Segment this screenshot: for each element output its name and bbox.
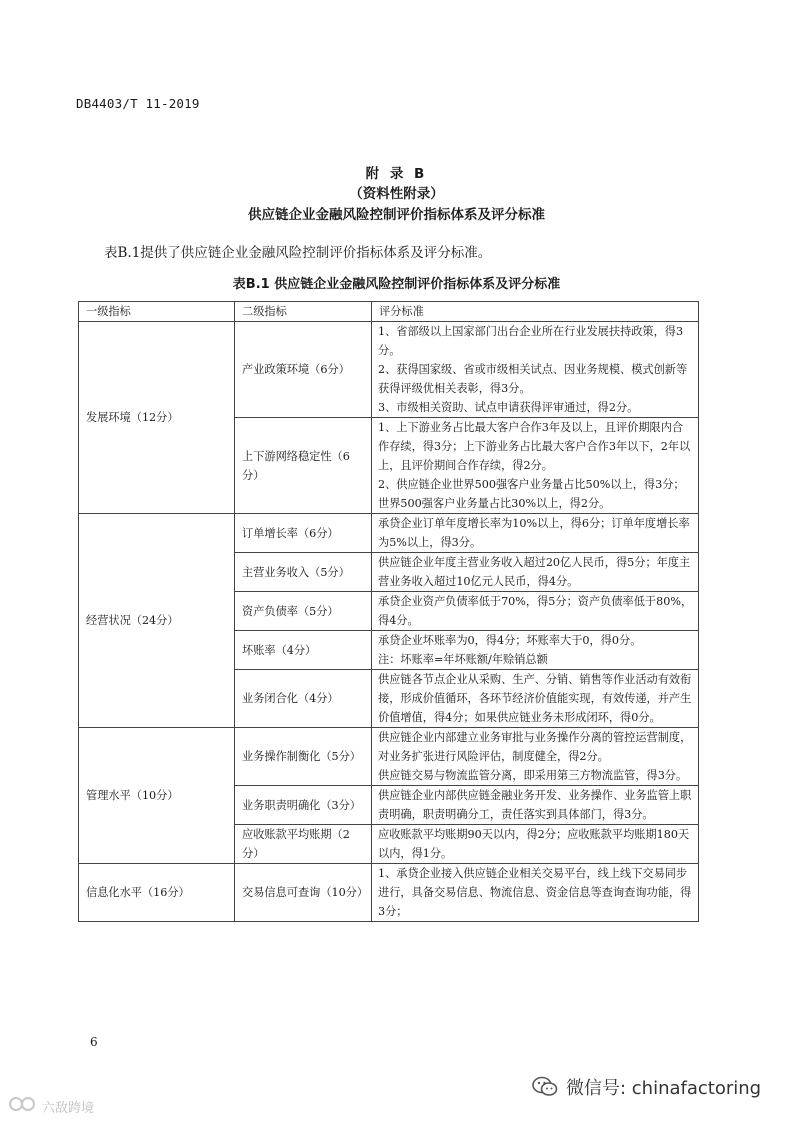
level1-cell: 发展环境（12分） <box>79 322 235 514</box>
level2-cell: 业务职责明确化（3分） <box>235 786 372 825</box>
level2-cell: 坏账率（4分） <box>235 631 372 670</box>
criteria-line: 承贷企业订单年度增长率为10%以上，得6分；订单年度增长率为5%以上，得3分。 <box>378 517 690 549</box>
criteria-line: 供应链企业内部建立业务审批与业务操作分离的管控运营制度，对业务扩张进行风险评估，制度健全，得2分。 <box>378 731 692 763</box>
criteria-note: 注：坏账率=年坏账额/年赊销总额 <box>378 653 548 666</box>
criteria-line: 2、获得国家级、省或市级相关试点、因业务规模、模式创新等获得评级优相关表彰，得3分。 <box>378 363 688 395</box>
watermark-text: 六敌跨境 <box>42 1100 95 1116</box>
criteria-line: 承贷企业资产负债率低于70%，得5分；资产负债率低于80%，得4分。 <box>378 595 693 627</box>
criteria-cell <box>372 825 699 864</box>
page-number: 6 <box>90 1035 98 1049</box>
wechat-label: 微信号: chinafactoring <box>566 1078 762 1099</box>
appendix-title: 附 录 B <box>365 166 428 182</box>
wechat-account <box>532 1074 761 1100</box>
criteria-line: 供应链交易与物流监管分离，即采用第三方物流监管，得3分。 <box>378 769 688 782</box>
level2-cell: 订单增长率（6分） <box>235 514 372 553</box>
level2-cell: 主营业务收入（5分） <box>235 553 372 592</box>
level2-cell: 产业政策环境（6分） <box>235 322 372 418</box>
intro-paragraph: 表B.1提供了供应链企业金融风险控制评价指标体系及评分标准。 <box>104 245 492 261</box>
table-row <box>79 514 699 553</box>
criteria-cell <box>372 418 699 514</box>
table-row <box>79 864 699 922</box>
criteria-cell <box>372 631 699 670</box>
criteria-cell <box>372 786 699 825</box>
criteria-line: 供应链企业内部供应链金融业务开发、业务操作、业务监管上职责明确，职责明确分工，责任落实到具体部门，得3分。 <box>378 789 692 821</box>
criteria-line: 3、市级相关资助、试点申请获得评审通过，得2分。 <box>378 401 639 414</box>
level2-cell: 交易信息可查询（10分） <box>235 864 372 922</box>
watermark <box>8 1096 94 1116</box>
criteria-cell <box>372 864 699 922</box>
document-code: DB4403/T 11-2019 <box>76 96 200 111</box>
level2-cell: 业务闭合化（4分） <box>235 670 372 728</box>
criteria-cell <box>372 592 699 631</box>
criteria-line: 1、省部级以上国家部门出台企业所在行业发展扶持政策，得3分。 <box>378 325 684 357</box>
criteria-line: 应收账款平均账期90天以内，得2分；应收账款平均账期180天以内，得1分。 <box>378 828 690 860</box>
level2-cell: 应收账款平均账期（2分） <box>235 825 372 864</box>
criteria-line: 1、上下游业务占比最大客户合作3年及以上，且评价期限内合作存续，得3分；上下游业务占比最大客户合作3年以下，2年以上，且评价期间合作存续，得2分。 <box>378 421 691 472</box>
criteria-cell <box>372 728 699 786</box>
criteria-cell <box>372 514 699 553</box>
criteria-line: 供应链企业年度主营业务收入超过20亿人民币，得5分；年度主营业务收入超过10亿元人民币，得4分。 <box>378 556 691 588</box>
level2-cell: 业务操作制衡化（5分） <box>235 728 372 786</box>
evaluation-table <box>78 301 699 922</box>
level1-cell: 信息化水平（16分） <box>79 864 235 922</box>
appendix-name: 供应链企业金融风险控制评价指标体系及评分标准 <box>248 207 545 223</box>
level2-cell: 资产负债率（5分） <box>235 592 372 631</box>
criteria-line: 2、供应链企业世界500强客户业务量占比50%以上，得3分；世界500强客户业务量占比30%以上，得2分。 <box>378 478 685 510</box>
header-level2: 二级指标 <box>235 302 372 322</box>
level2-cell: 上下游网络稳定性（6分） <box>235 418 372 514</box>
header-level1: 一级指标 <box>79 302 235 322</box>
wechat-icon <box>532 1076 558 1098</box>
level1-cell: 经营状况（24分） <box>79 514 235 728</box>
criteria-line: 承贷企业坏账率为0，得4分；坏账率大于0，得0分。 <box>378 634 642 647</box>
appendix-subtitle: （资料性附录） <box>349 186 444 202</box>
table-caption: 表B.1 供应链企业金融风险控制评价指标体系及评分标准 <box>232 277 561 292</box>
criteria-cell <box>372 322 699 418</box>
criteria-cell <box>372 553 699 592</box>
criteria-line: 供应链各节点企业从采购、生产、分销、销售等作业活动有效衔接，形成价值循环，各环节经济价值能实现，有效传递，并产生价值增值，得4分；如果供应链业务未形成闭环，得0分。 <box>378 673 692 724</box>
header-criteria: 评分标准 <box>372 302 699 322</box>
table-row <box>79 728 699 786</box>
level1-cell: 管理水平（10分） <box>79 728 235 864</box>
criteria-line: 1、承贷企业接入供应链企业相关交易平台，线上线下交易同步进行，具备交易信息、物流信息、资金信息等查询查询功能，得3分； <box>378 867 692 918</box>
table-header-row <box>79 302 699 322</box>
criteria-cell <box>372 670 699 728</box>
watermark-logo-icon <box>8 1096 38 1116</box>
table-row <box>79 322 699 418</box>
